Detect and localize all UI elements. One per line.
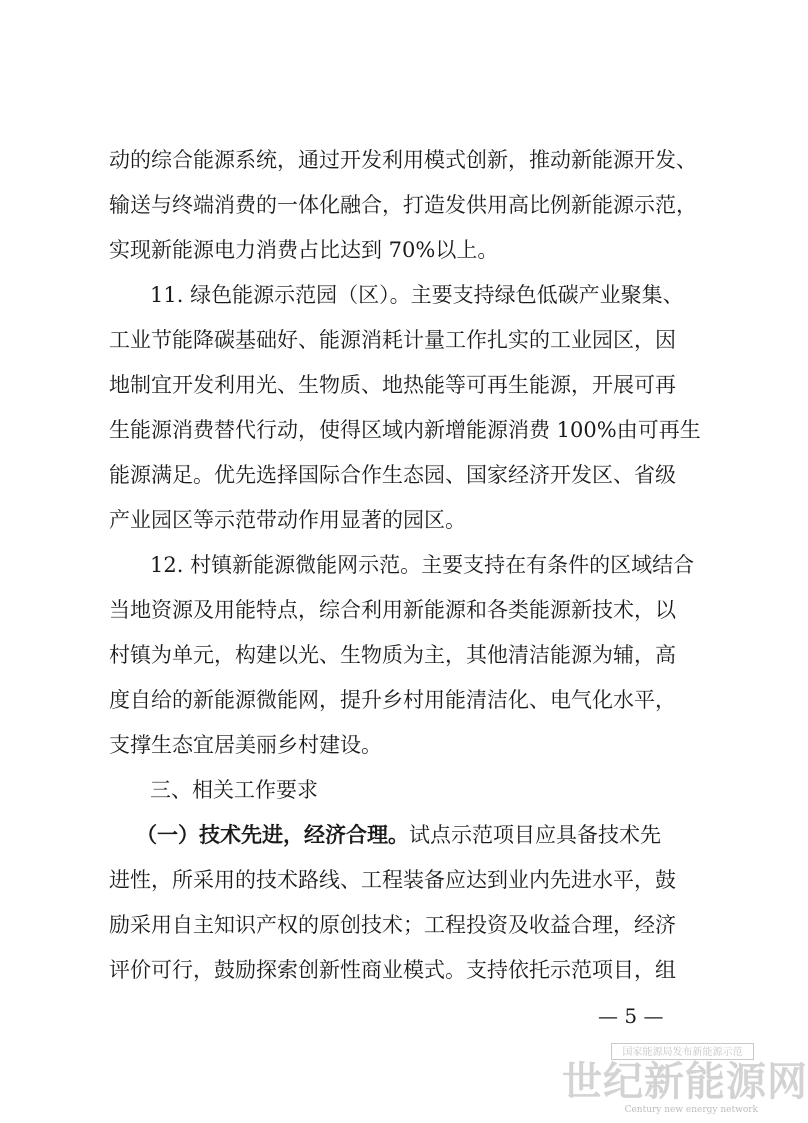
- text-line: 生能源消费替代行动，使得区域内新增能源消费 100%由可再生: [109, 418, 701, 442]
- watermark-subtitle: Century new energy network: [624, 1105, 758, 1115]
- bold-lead: （一）技术先进，经济合理。: [136, 823, 409, 847]
- text-line: 工业节能降碳基础好、能源消耗计量工作扎实的工业园区，因: [109, 328, 676, 352]
- text-line: 能源满足。优先选择国际合作生态园、国家经济开发区、省级: [109, 463, 676, 487]
- text-line: 11. 绿色能源示范园（区）。主要支持绿色低碳产业聚集、: [150, 283, 684, 307]
- line-rest: 试点示范项目应具备技术先: [409, 823, 661, 847]
- text-line: 度自给的新能源微能网，提升乡村用能清洁化、电气化水平，: [109, 688, 676, 712]
- text-line: [136, 821, 661, 849]
- text-line: 励采用自主知识产权的原创技术；工程投资及收益合理，经济: [109, 913, 676, 937]
- section-heading: 三、相关工作要求: [150, 778, 318, 802]
- watermark-banner: 国家能源局发布新能源示范: [611, 1043, 754, 1060]
- watermark-logo: 世纪新能源网: [562, 1059, 808, 1105]
- text-line: 评价可行，鼓励探索创新性商业模式。支持依托示范项目，组: [109, 958, 676, 982]
- text-line: 实现新能源电力消费占比达到 70%以上。: [109, 238, 499, 262]
- text-line: 12. 村镇新能源微能网示范。主要支持在有条件的区域结合: [150, 553, 695, 577]
- text-line: 进性，所采用的技术路线、工程装备应达到业内先进水平，鼓: [109, 868, 676, 892]
- text-line: 地制宜开发利用光、生物质、地热能等可再生能源，开展可再: [109, 373, 676, 397]
- page-number: — 5 —: [598, 1004, 664, 1028]
- text-line: 当地资源及用能特点，综合利用新能源和各类能源新技术，以: [109, 598, 676, 622]
- text-line: 支撑生态宜居美丽乡村建设。: [109, 733, 382, 757]
- text-line: 动的综合能源系统，通过开发利用模式创新，推动新能源开发、: [109, 148, 697, 172]
- text-line: 村镇为单元，构建以光、生物质为主，其他清洁能源为辅，高: [109, 643, 676, 667]
- text-line: 产业园区等示范带动作用显著的园区。: [109, 508, 466, 532]
- text-line: 输送与终端消费的一体化融合，打造发供用高比例新能源示范，: [109, 193, 697, 217]
